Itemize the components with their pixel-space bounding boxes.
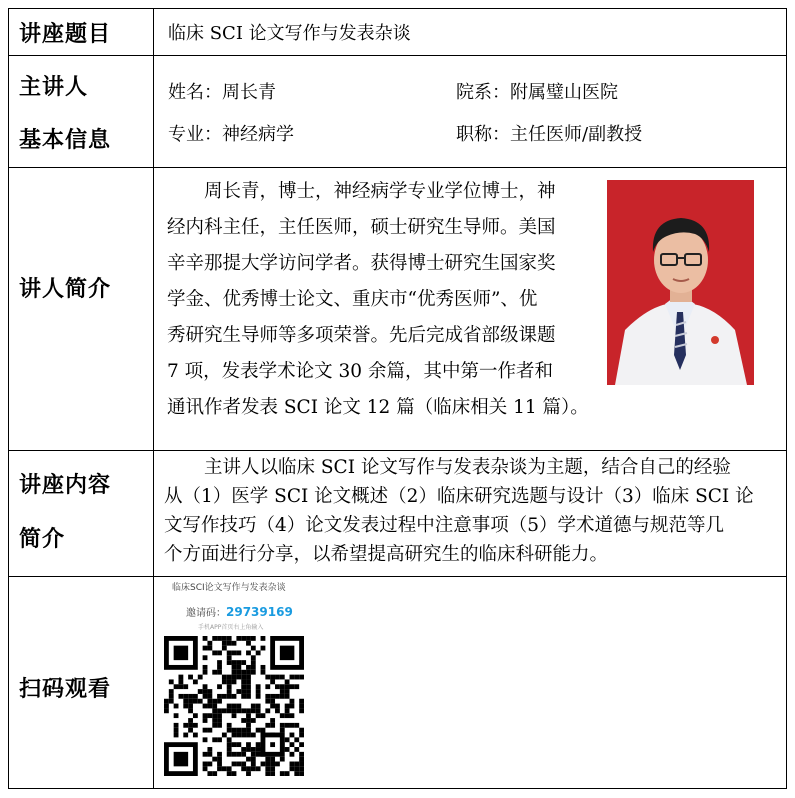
scan-label-cell: [9, 577, 153, 789]
content-line: 主讲人以临床 SCI 论文写作与发表杂谈为主题，结合自己的经验: [204, 457, 731, 478]
scan-label: 扫码观看: [19, 677, 112, 702]
content-cell: [154, 451, 786, 576]
topic-label-cell: [9, 9, 153, 55]
bio-line: 秀研究生导师等多项荣誉。先后完成省部级课题: [167, 325, 556, 346]
content-label-cell: [9, 451, 153, 576]
topic-label: 讲座题目: [19, 22, 112, 47]
speaker-info-label-cell: [9, 56, 153, 167]
speaker-name: 姓名：周长青: [168, 82, 276, 103]
speaker-specialty: 专业：神经病学: [168, 124, 294, 145]
content-line: 从（1）医学 SCI 论文概述（2）临床研究选题与设计（3）临床 SCI 论: [164, 486, 754, 507]
invite-code-value: 29739169: [226, 605, 293, 619]
bio-label: 讲人简介: [19, 277, 112, 302]
qr-section: [152, 572, 312, 782]
speaker-title: 职称：主任医师/副教授: [456, 124, 643, 145]
bio-paragraph: [167, 174, 595, 426]
qr-hint: 手机APP首页右上角输入: [198, 624, 264, 631]
bio-line: 通讯作者发表 SCI 论文 12 篇（临床相关 11 篇）。: [167, 397, 589, 418]
invite-code-label: 邀请码：: [186, 608, 226, 619]
topic-value-cell: [154, 9, 786, 55]
qr-title: 临床SCI论文写作与发表杂谈: [172, 583, 286, 593]
bio-line: 学金、优秀博士论文、重庆市“优秀医师”、优: [167, 289, 538, 310]
bio-line: 经内科主任，主任医师，硕士研究生导师。美国: [167, 217, 556, 238]
content-label-line1: 讲座内容: [19, 473, 112, 498]
speaker-label-line2: 基本信息: [19, 128, 112, 153]
bio-line: 辛辛那提大学访问学者。获得博士研究生国家奖: [167, 253, 556, 274]
content-label-line2: 简介: [19, 527, 66, 552]
qr-code[interactable]: [164, 636, 304, 776]
speaker-info-cell: [154, 56, 786, 167]
info-table: [8, 8, 787, 789]
bio-line: 7 项，发表学术论文 30 余篇，其中第一作者和: [167, 361, 553, 382]
bio-line: 周长青，博士，神经病学专业学位博士，神: [204, 181, 556, 202]
content-line: 文写作技巧（4）论文发表过程中注意事项（5）学术道德与规范等几: [164, 515, 725, 536]
speaker-photo: [607, 180, 754, 385]
portrait-illustration: [607, 180, 754, 385]
content-line: 个方面进行分享，以希望提高研究生的临床科研能力。: [164, 544, 609, 565]
invite-code-line: [186, 604, 293, 619]
bio-label-cell: [9, 168, 153, 450]
content-paragraph: [164, 453, 782, 569]
speaker-department: 院系：附属璧山医院: [456, 82, 618, 103]
topic-value: 临床 SCI 论文写作与发表杂谈: [168, 23, 411, 44]
speaker-label-line1: 主讲人: [19, 75, 89, 100]
